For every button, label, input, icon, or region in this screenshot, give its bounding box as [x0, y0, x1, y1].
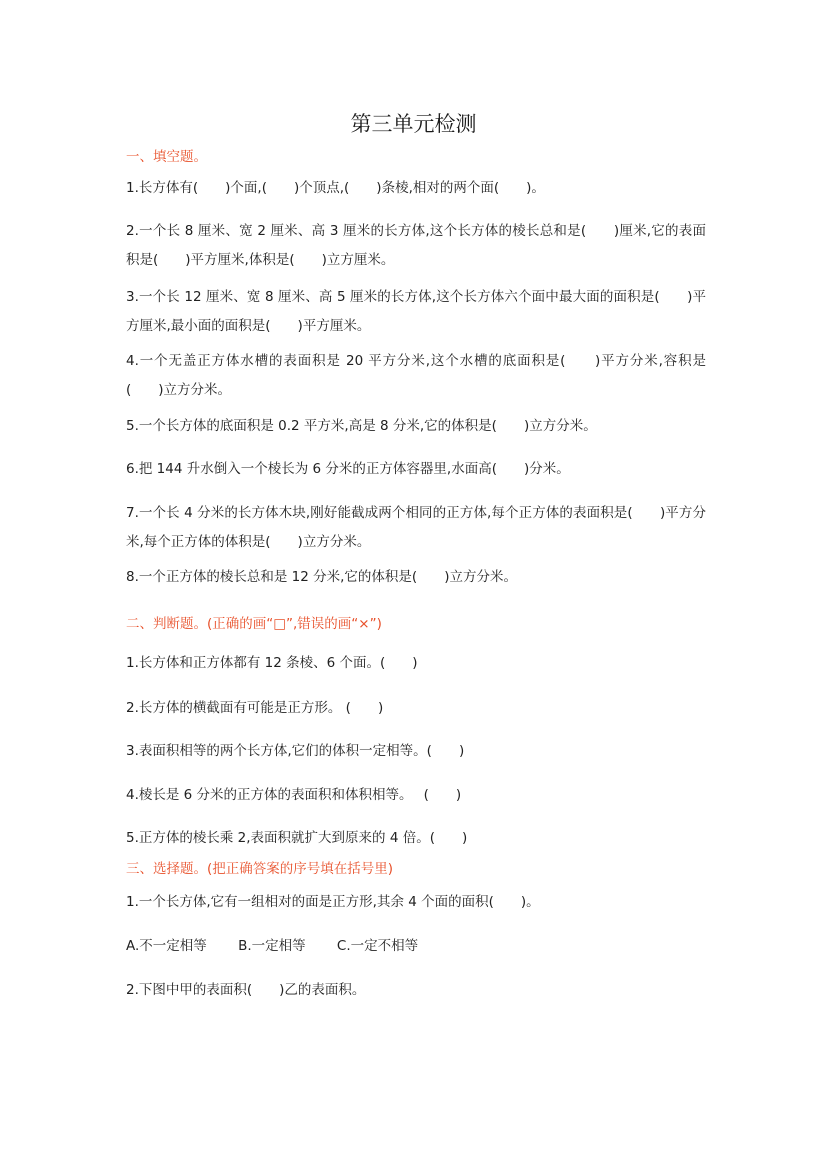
page-title: 第三单元检测: [350, 112, 477, 136]
question-fill-7: 7.一个长 4 分米的长方体木块,刚好能截成两个相同的正方体,每个正方体的表面积是( )平方分米,每个正方体的体积是( )立方分米。: [126, 505, 706, 550]
question-choice-2: 2.下图中甲的表面积( )乙的表面积。: [126, 982, 366, 998]
question-judge-1: 1.长方体和正方体都有 12 条棱、6 个面。( ): [126, 655, 418, 671]
question-judge-5: 5.正方体的棱长乘 2,表面积就扩大到原来的 4 倍。( ): [126, 830, 468, 846]
section-heading-true-false: 二、判断题。(正确的画“□”,错误的画“×”): [126, 616, 382, 632]
question-fill-1: 1.长方体有( )个面,( )个顶点,( )条棱,相对的两个面( )。: [126, 180, 545, 196]
question-judge-4: 4.棱长是 6 分米的正方体的表面积和体积相等。 ( ): [126, 787, 462, 803]
question-choice-1-options: A.不一定相等 B.一定相等 C.一定不相等: [126, 938, 419, 954]
question-fill-5: 5.一个长方体的底面积是 0.2 平方米,高是 8 分米,它的体积是( )立方分米。: [126, 418, 597, 434]
question-choice-1: 1.一个长方体,它有一组相对的面是正方形,其余 4 个面的面积( )。: [126, 894, 540, 910]
question-fill-8: 8.一个正方体的棱长总和是 12 分米,它的体积是( )立方分米。: [126, 569, 517, 585]
question-fill-2: 2.一个长 8 厘米、宽 2 厘米、高 3 厘米的长方体,这个长方体的棱长总和是( )厘米,它的表面积是( )平方厘米,体积是( )立方厘米。: [126, 223, 706, 268]
section-heading-fill-blank: 一、填空题。: [126, 149, 207, 165]
question-judge-2: 2.长方体的横截面有可能是正方形。 ( ): [126, 700, 384, 716]
question-fill-4: 4.一个无盖正方体水槽的表面积是 20 平方分米,这个水槽的底面积是( )平方分米,容积是( )立方分米。: [126, 353, 706, 398]
question-fill-3: 3.一个长 12 厘米、宽 8 厘米、高 5 厘米的长方体,这个长方体六个面中最大面的面积是( )平方厘米,最小面的面积是( )平方厘米。: [126, 289, 706, 334]
question-fill-6: 6.把 144 升水倒入一个棱长为 6 分米的正方体容器里,水面高( )分米。: [126, 461, 570, 477]
question-judge-3: 3.表面积相等的两个长方体,它们的体积一定相等。( ): [126, 743, 465, 759]
section-heading-multiple-choice: 三、选择题。(把正确答案的序号填在括号里): [126, 861, 394, 877]
